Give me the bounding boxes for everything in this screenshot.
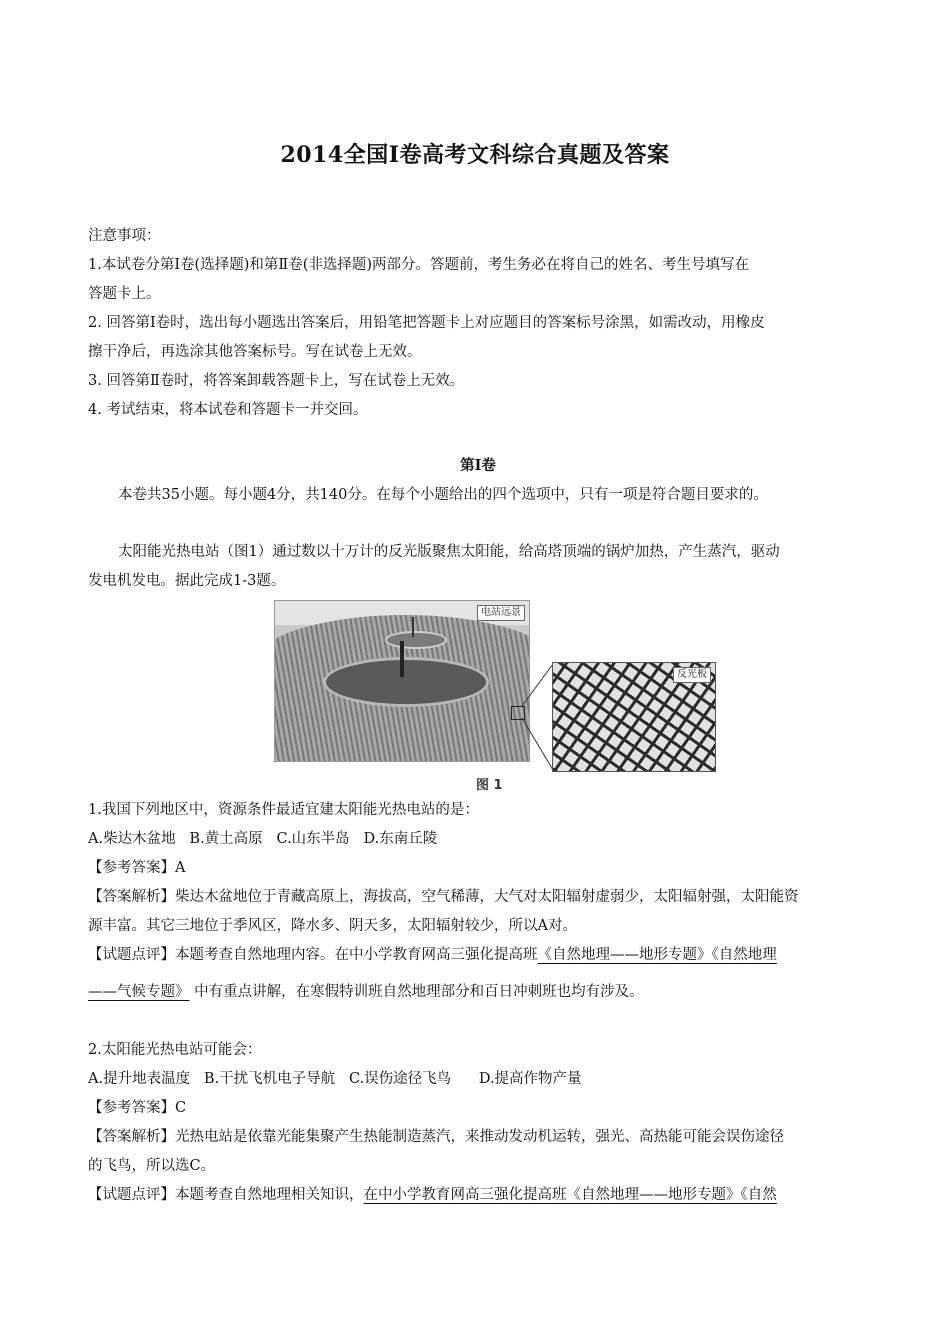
- figure-1: [270, 598, 718, 794]
- notice-heading: 注意事项：: [88, 228, 161, 244]
- reference-answer: 【参考答案】A: [88, 860, 186, 876]
- notice-item: 2. 回答第Ⅰ卷时，选出每小题选出答案后，用铅笔把答题卡上对应题目的答案标号涂黑，如需改动，用橡皮: [88, 315, 765, 331]
- figure-caption: 图 1: [476, 778, 503, 793]
- course-link[interactable]: ——气候专题》: [88, 984, 190, 1000]
- answer-analysis: 源丰富。其它三地位于季风区，降水多、阴天多，太阳辐射较少，所以A对。: [88, 918, 577, 934]
- question-options: A.柴达木盆地 B.黄土高原 C.山东半岛 D.东南丘陵: [88, 831, 438, 847]
- question-comment: [88, 1185, 868, 1205]
- notice-item: 擦干净后，再选涂其他答案标号。写在试卷上无效。: [88, 344, 422, 360]
- question-stem: 1.我国下列地区中，资源条件最适宜建太阳能光热电站的是：: [88, 802, 479, 818]
- section-heading: 第Ⅰ卷: [460, 457, 496, 474]
- question-options: A.提升地表温度 B.干扰飞机电子导航 C.误伤途径飞鸟 D.提高作物产量: [88, 1071, 582, 1087]
- reference-answer: 【参考答案】C: [88, 1100, 187, 1116]
- course-text: 在中小学教育网高三强化提高班: [363, 1187, 567, 1203]
- photo-label: 电站远景: [477, 605, 525, 621]
- passage-line: 发电机发电。据此完成1-3题。: [88, 573, 286, 589]
- notice-item: 3. 回答第Ⅱ卷时，将答案卸载答题卡上，写在试卷上无效。: [88, 373, 465, 389]
- comment-text: 【试题点评】本题考查自然地理相关知识，: [88, 1187, 364, 1203]
- course-link[interactable]: 《自然地理——地形专题》《自然地理: [537, 947, 777, 963]
- question-stem: 2.太阳能光热电站可能会：: [88, 1042, 262, 1058]
- reflector-panels-photo: [552, 662, 716, 772]
- section-intro: 本卷共35小题。每小题4分，共140分。在每个小题给出的四个选项中，只有一项是符合题目要求的。: [118, 487, 768, 503]
- inset-label: 反光板: [673, 667, 711, 683]
- answer-analysis: 的飞鸟，所以选C。: [88, 1158, 216, 1174]
- notice-item: 1.本试卷分第Ⅰ卷(选择题)和第Ⅱ卷(非选择题)两部分。答题前，考生务必在将自己的姓名、考生号填写在: [88, 257, 750, 273]
- document-title: 2014全国Ⅰ卷高考文科综合真题及答案: [280, 142, 670, 168]
- answer-analysis: 【答案解析】柴达木盆地位于青藏高原上，海拔高，空气稀薄，大气对太阳辐射虚弱少，太阳辐射强，太阳能资: [88, 889, 799, 905]
- comment-text: 【试题点评】本题考查自然地理内容。在中小学教育网高三强化提高班: [88, 947, 538, 963]
- course-link[interactable]: 《自然地理——地形专题》《自然: [566, 1187, 777, 1203]
- answer-analysis: 【答案解析】光热电站是依靠光能集聚产生热能制造蒸汽，来推动发动机运转，强光、高热能可能会误伤途径: [88, 1129, 784, 1145]
- notice-item: 4. 考试结束，将本试卷和答题卡一并交回。: [88, 402, 368, 418]
- question-comment-continued: [88, 982, 868, 1002]
- comment-text: 中有重点讲解，在寒假特训班自然地理部分和百日冲刺班也均有涉及。: [194, 984, 644, 1000]
- notice-item: 答题卡上。: [88, 286, 161, 302]
- question-comment: [88, 945, 868, 965]
- passage-line: 太阳能光热电站（图1）通过数以十万计的反光版聚焦太阳能，给高塔顶端的锅炉加热，产生蒸汽，驱动: [118, 544, 780, 560]
